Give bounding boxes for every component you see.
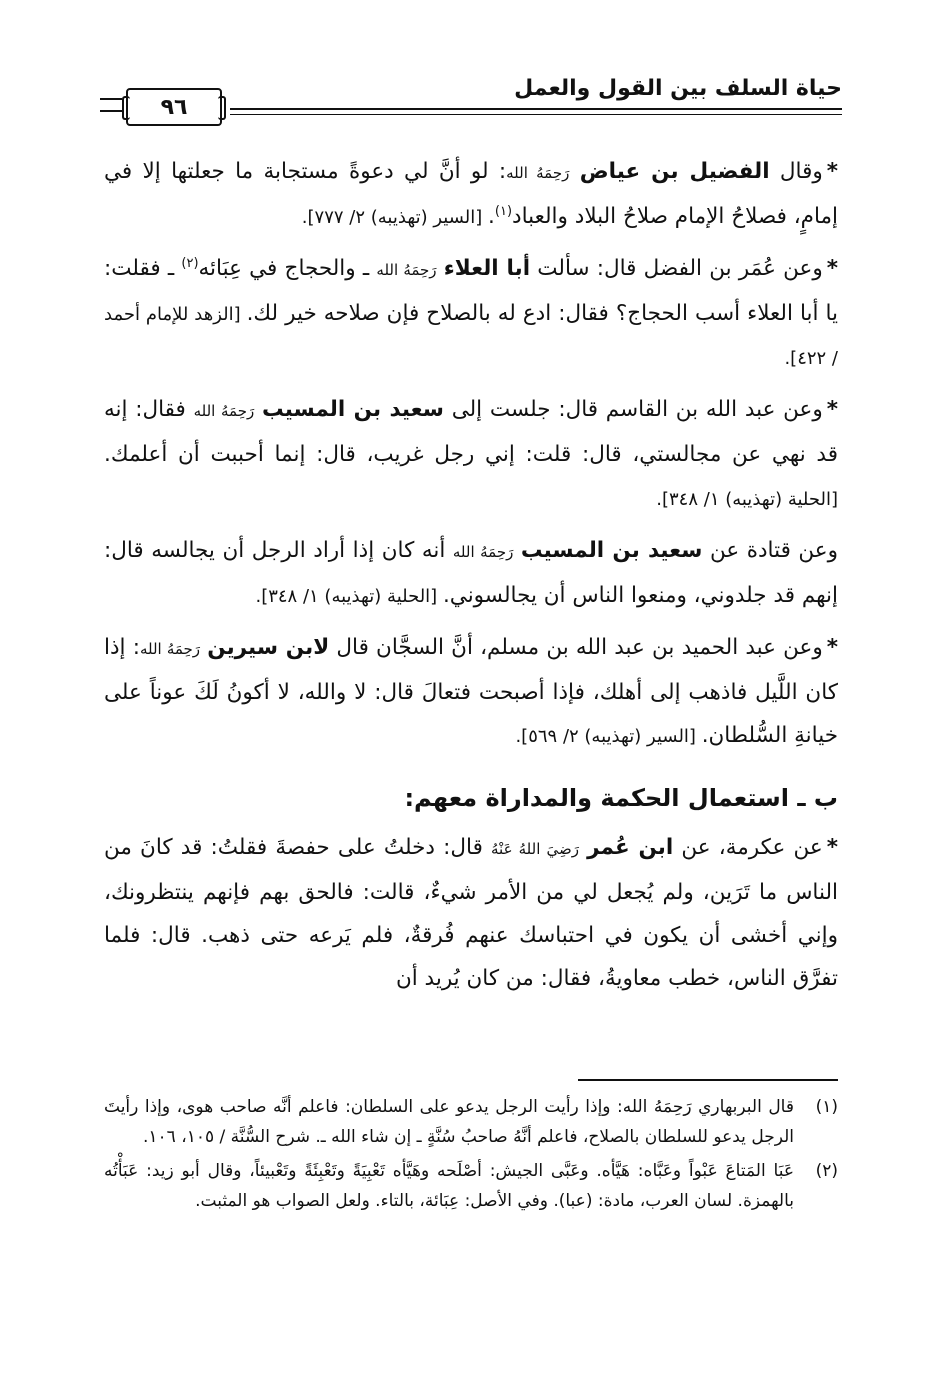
text-run: وعن قتادة عن — [702, 538, 838, 563]
text-run: ـ فقلت: يا أبا العلاء أسب الحجاج؟ فقال: ادع له بالصلاح فإن صلاحه خير لك. — [104, 256, 838, 326]
honorific: رَحِمَهُ الله — [376, 261, 437, 279]
person-name: لابن سيرين — [207, 635, 330, 660]
footnote-ref[interactable]: (١) — [494, 203, 513, 219]
page-number: ٩٦ — [160, 94, 188, 120]
running-title: حياة السلف بين القول والعمل — [514, 76, 842, 101]
text-run: : إذا كان اللَّيل فاذهب إلى أهلك، فإذا أصبحت فتعالَ قال: لا والله، لا أكونُ لَكَ عوناً على خيانةِ السُّلطان. — [104, 635, 838, 748]
text-run: ـ والحجاج في عِبَائه — [198, 256, 377, 281]
honorific: رَحِمَهُ الله — [193, 402, 255, 420]
citation: [السير (تهذيبه) ٢/ ٥٦٩]. — [515, 726, 702, 747]
paragraph-5 — [104, 626, 838, 758]
person-name: أبا العلاء — [443, 256, 531, 281]
paragraph-2 — [104, 247, 838, 380]
star-marker: * — [826, 635, 838, 660]
paragraph-4 — [104, 529, 838, 618]
main-text — [104, 150, 838, 1008]
page-number-box — [126, 88, 222, 126]
text-run: . — [488, 204, 495, 229]
footnotes — [104, 1092, 838, 1220]
person-name: الفضيل بن عياض — [579, 159, 770, 184]
person-name: سعيد بن المسيب — [520, 538, 703, 563]
page-header — [100, 72, 842, 124]
honorific: رَحِمَهُ الله — [506, 164, 570, 182]
star-marker: * — [826, 835, 838, 860]
paragraph-6 — [104, 826, 838, 1000]
text-run: وعن عبد الله بن القاسم قال: جلست إلى — [443, 397, 823, 422]
footnote-text: عَبَا المَتاعَ عَبْواً وعَبَّاه: هَيَّأه. وعَبَّى الجيش: أصْلَحه وهَيَّأه تَعْبِيَةً وتَعْبِئَةً وتَعْبيئاً، وقال أبو زيد: عَبَأْتُه بالهمزة. لسان العرب، مادة: (عبا). وفي الأصل: عِبَائة، بالتاء. ولعل الصواب هو المثبت. — [104, 1161, 794, 1211]
footnote-1 — [104, 1092, 838, 1152]
footnote-ref[interactable]: (٢) — [181, 255, 199, 271]
footnote-number: (٢) — [815, 1161, 838, 1181]
citation: [الزهد للإمام أحمد / ٤٢٢]. — [104, 304, 838, 369]
person-name: ابن عُمر — [587, 835, 674, 860]
text-run: وعن عُمَر بن الفضل قال: سألت — [530, 256, 823, 281]
text-run: فقال: إنه قد نهي عن مجالستي، قال: قلت: إني رجل غريب، قال: إنما أحببت أن أعلمك. — [104, 397, 838, 467]
footnote-2 — [104, 1156, 838, 1216]
star-marker: * — [826, 256, 838, 281]
star-marker: * — [826, 397, 838, 422]
honorific: رَضِيَ اللهُ عَنْهُ — [491, 840, 579, 858]
honorific: رَحِمَهُ الله — [452, 543, 514, 561]
citation: [الحلية (تهذيبه) ١/ ٣٤٨]. — [255, 586, 443, 607]
paragraph-3 — [104, 388, 838, 521]
paragraph-1 — [104, 150, 838, 239]
text-run: عن عكرمة، عن — [673, 835, 823, 860]
text-run: : لو أنَّ لي دعوةً مستجابة ما جعلتها إلا في إمامٍ، فصلاحُ الإمام صلاحُ البلاد والعباد — [104, 159, 838, 229]
header-rule — [230, 108, 842, 110]
honorific: رَحِمَهُ الله — [139, 640, 201, 658]
header-rule-thin — [230, 114, 842, 115]
text-run: أنه كان إذا أراد الرجل أن يجالسه قال: إنهم قد جلدوني، ومنعوا الناس أن يجالسوني. — [104, 538, 838, 608]
footnote-separator — [578, 1079, 838, 1081]
footnote-number: (١) — [815, 1097, 838, 1117]
star-marker: * — [826, 159, 838, 184]
text-run: قال: دخلتُ على حفصةَ فقلتُ: قد كانَ من الناس ما تَرَين، ولم يُجعل لي من الأمر شيءٌ، قالت: فالحق بهم فإنهم ينتظرونك، وإني أخشى أن يكون في احتباسك عنهم فُرقةٌ، فلم يَرعه حتى ذهب. قال: فلما تفرَّق الناس، خطب معاويةُ، فقال: من كان يُريد أن — [104, 835, 838, 991]
header-ornament-lines — [100, 98, 122, 112]
text-run: وقال — [769, 159, 823, 184]
citation: [السير (تهذيبه) ٢/ ٧٧٧]. — [301, 207, 489, 228]
section-heading: ب ـ استعمال الحكمة والمداراة معهم: — [404, 784, 838, 812]
text-run: وعن عبد الحميد بن عبد الله بن مسلم، أنَّ السجَّان قال — [329, 635, 823, 660]
citation: [الحلية (تهذيبه) ١/ ٣٤٨]. — [656, 489, 838, 510]
person-name: سعيد بن المسيب — [261, 397, 444, 422]
footnote-text: قال البربهاري رَحِمَهُ الله: وإذا رأيت الرجل يدعو على السلطان: فاعلم أنَّه صاحب هوى، وإذا رأيتَ الرجل يدعو للسلطان بالصلاح، فاعلم أنَّهُ صاحبُ سُنَّةٍ ـ إن شاء الله ـ. شرح السُّنَّة / ١٠٥، ١٠٦. — [104, 1097, 794, 1147]
